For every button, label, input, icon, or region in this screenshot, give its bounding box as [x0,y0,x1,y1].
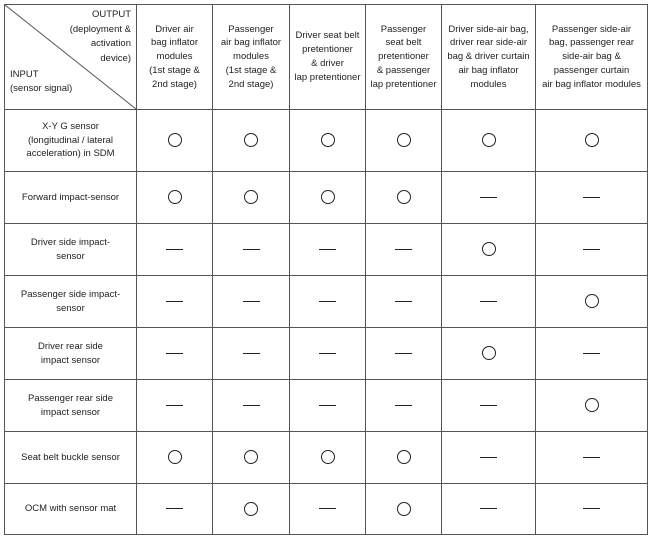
matrix-cell [536,380,648,432]
table-row [5,328,648,380]
input-axis-label: INPUT (sensor signal) [10,68,73,95]
dash-mark-icon [166,353,183,354]
table-row [5,172,648,224]
column-header: Passenger seat belt pretentioner & passenger lap pretentioner [366,5,442,110]
matrix-cell [442,110,536,172]
circle-mark-icon [397,450,411,464]
matrix-cell [366,432,442,484]
matrix-cell [137,484,213,535]
circle-mark-icon [168,133,182,147]
circle-mark-icon [585,133,599,147]
row-label: Seat belt buckle sensor [5,432,137,484]
matrix-cell [137,432,213,484]
table-row [5,432,648,484]
matrix-cell [213,110,290,172]
matrix-cell [442,224,536,276]
row-label: Forward impact-sensor [5,172,137,224]
dash-mark-icon [243,249,260,250]
column-header: Passenger side-air bag, passenger rear side-air bag & passenger curtain air bag inflator modules [536,5,648,110]
matrix-cell [290,224,366,276]
circle-mark-icon [397,190,411,204]
circle-mark-icon [397,133,411,147]
table-row [5,276,648,328]
dash-mark-icon [166,249,183,250]
circle-mark-icon [244,450,258,464]
matrix-cell [213,380,290,432]
matrix-cell [536,110,648,172]
column-header: Driver side-air bag, driver rear side-air bag & driver curtain air bag inflator modules [442,5,536,110]
matrix-cell [366,380,442,432]
dash-mark-icon [583,353,600,354]
table-row [5,110,648,172]
circle-mark-icon [585,398,599,412]
matrix-cell [290,484,366,535]
circle-mark-icon [585,294,599,308]
dash-mark-icon [583,197,600,198]
dash-mark-icon [319,405,336,406]
circle-mark-icon [168,450,182,464]
circle-mark-icon [482,133,496,147]
dash-mark-icon [480,508,497,509]
matrix-cell [137,276,213,328]
dash-mark-icon [480,457,497,458]
circle-mark-icon [482,242,496,256]
matrix-cell [366,276,442,328]
matrix-cell [290,432,366,484]
matrix-cell [536,276,648,328]
dash-mark-icon [395,301,412,302]
matrix-cell [442,172,536,224]
row-label: Passenger rear side impact sensor [5,380,137,432]
matrix-cell [366,328,442,380]
dash-mark-icon [395,353,412,354]
dash-mark-icon [583,457,600,458]
dash-mark-icon [319,353,336,354]
dash-mark-icon [243,353,260,354]
matrix-cell [213,484,290,535]
matrix-cell [442,380,536,432]
matrix-cell [290,328,366,380]
matrix-cell [536,172,648,224]
circle-mark-icon [321,133,335,147]
dash-mark-icon [583,508,600,509]
dash-mark-icon [243,301,260,302]
dash-mark-icon [395,405,412,406]
dash-mark-icon [480,197,497,198]
matrix-cell [290,110,366,172]
matrix-cell [366,224,442,276]
dash-mark-icon [395,249,412,250]
circle-mark-icon [168,190,182,204]
header-row [5,5,648,110]
dash-mark-icon [319,249,336,250]
circle-mark-icon [482,346,496,360]
column-header: Driver seat belt pretentioner & driver lap pretentioner [290,5,366,110]
matrix-cell [213,276,290,328]
matrix-cell [137,224,213,276]
dash-mark-icon [166,405,183,406]
dash-mark-icon [166,508,183,509]
dash-mark-icon [480,301,497,302]
corner-header-cell [5,5,137,110]
dash-mark-icon [319,508,336,509]
row-label: Driver rear side impact sensor [5,328,137,380]
dash-mark-icon [583,249,600,250]
matrix-cell [442,432,536,484]
row-label: Passenger side impact- sensor [5,276,137,328]
matrix-cell [442,484,536,535]
matrix-cell [137,110,213,172]
matrix-cell [442,276,536,328]
matrix-body [5,110,648,535]
row-label: Driver side impact- sensor [5,224,137,276]
matrix-cell [366,484,442,535]
column-header: Passenger air bag inflator modules (1st stage & 2nd stage) [213,5,290,110]
circle-mark-icon [244,502,258,516]
table-row [5,224,648,276]
matrix-cell [213,432,290,484]
matrix-cell [366,110,442,172]
matrix-cell [442,328,536,380]
matrix-cell [213,224,290,276]
table-row [5,380,648,432]
matrix-cell [536,224,648,276]
circle-mark-icon [321,190,335,204]
matrix-cell [137,172,213,224]
row-label: X-Y G sensor (longitudinal / lateral acceleration) in SDM [5,110,137,172]
matrix-cell [366,172,442,224]
column-header: Driver air bag inflator modules (1st stage & 2nd stage) [137,5,213,110]
row-label: OCM with sensor mat [5,484,137,535]
dash-mark-icon [243,405,260,406]
dash-mark-icon [480,405,497,406]
dash-mark-icon [319,301,336,302]
output-axis-label: OUTPUT (deployment & activation device) [69,9,131,65]
table-row [5,484,648,535]
dash-mark-icon [166,301,183,302]
matrix-cell [137,380,213,432]
sensor-output-matrix [4,4,648,535]
matrix-cell [536,328,648,380]
circle-mark-icon [397,502,411,516]
matrix-cell [213,172,290,224]
matrix-cell [137,328,213,380]
circle-mark-icon [321,450,335,464]
matrix-cell [290,172,366,224]
matrix-cell [536,484,648,535]
circle-mark-icon [244,190,258,204]
matrix-cell [536,432,648,484]
circle-mark-icon [244,133,258,147]
matrix-cell [213,328,290,380]
matrix-cell [290,276,366,328]
matrix-cell [290,380,366,432]
